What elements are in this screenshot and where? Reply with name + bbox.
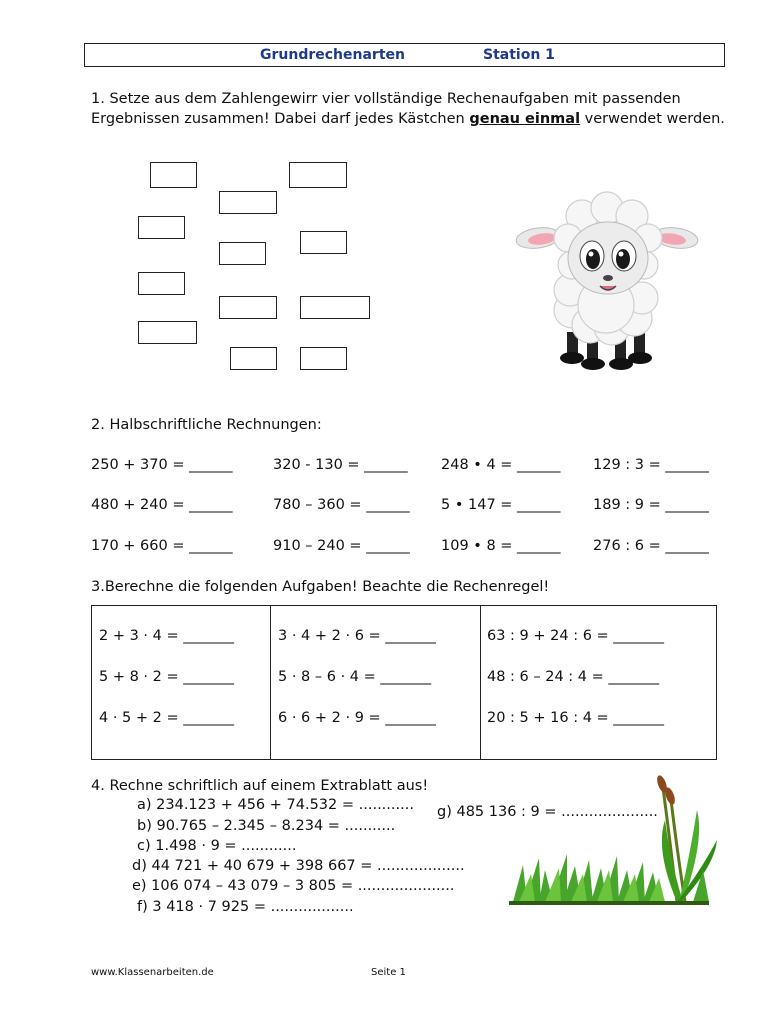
task3-problem: 6 · 6 + 2 · 9 = _______ — [278, 710, 437, 726]
sheep-illustration — [512, 190, 702, 380]
task4-item-f: f) 3 418 · 7 925 = .................. — [137, 899, 354, 915]
task2-problem: 5 • 147 = ______ — [441, 497, 561, 513]
task1-instruction-line1: 1. Setze aus dem Zahlengewirr vier vollständige Rechenaufgaben mit passenden — [91, 91, 681, 107]
task3-problem: 5 · 8 – 6 · 4 = _______ — [278, 669, 432, 685]
empty-box[interactable] — [300, 296, 370, 319]
header-station: Station 1 — [483, 47, 555, 63]
task4-item-g: g) 485 136 : 9 = ..................... — [437, 804, 658, 820]
task3-problem: 48 : 6 – 24 : 4 = _______ — [487, 669, 660, 685]
task3-problem: 3 · 4 + 2 · 6 = _______ — [278, 628, 437, 644]
task2-problem: 780 – 360 = ______ — [273, 497, 410, 513]
task4-item-a: a) 234.123 + 456 + 74.532 = ............ — [137, 797, 414, 813]
task3-problem: 2 + 3 · 4 = _______ — [99, 628, 234, 644]
empty-box[interactable] — [300, 347, 347, 370]
empty-box[interactable] — [219, 242, 266, 265]
task4-item-b: b) 90.765 – 2.345 – 8.234 = ........... — [137, 818, 396, 834]
header-title: Grundrechenarten — [260, 47, 405, 63]
empty-box[interactable] — [138, 272, 185, 295]
task4-heading: 4. Rechne schriftlich auf einem Extrablatt aus! — [91, 778, 429, 794]
task3-problem: 20 : 5 + 16 : 4 = _______ — [487, 710, 665, 726]
empty-box[interactable] — [219, 191, 277, 214]
empty-box[interactable] — [300, 231, 347, 254]
grass-illustration — [505, 770, 720, 910]
task3-heading: 3.Berechne die folgenden Aufgaben! Beachte die Rechenregel! — [91, 579, 550, 595]
empty-box[interactable] — [230, 347, 277, 370]
empty-box[interactable] — [138, 216, 185, 239]
task3-problem: 63 : 9 + 24 : 6 = _______ — [487, 628, 665, 644]
task3-problem: 4 · 5 + 2 = _______ — [99, 710, 234, 726]
empty-box[interactable] — [150, 162, 197, 188]
empty-box[interactable] — [219, 296, 277, 319]
task4-item-e: e) 106 074 – 43 079 – 3 805 = ..................... — [132, 878, 455, 894]
task2-problem: 248 • 4 = ______ — [441, 457, 561, 473]
footer-page-number: Seite 1 — [371, 967, 406, 978]
empty-box[interactable] — [138, 321, 197, 344]
task1-instruction-line2: Ergebnissen zusammen! Dabei darf jedes Kästchen genau einmal verwendet werden. — [91, 111, 725, 127]
task3-table — [91, 605, 717, 760]
task2-problem: 320 - 130 = ______ — [273, 457, 408, 473]
emphasis-genau-einmal: genau einmal — [469, 111, 581, 127]
task2-problem: 480 + 240 = ______ — [91, 497, 233, 513]
task2-problem: 129 : 3 = ______ — [593, 457, 709, 473]
task4-item-d: d) 44 721 + 40 679 + 398 667 = ................... — [132, 858, 465, 874]
task2-problem: 189 : 9 = ______ — [593, 497, 709, 513]
task4-item-c: c) 1.498 · 9 = ............ — [137, 838, 297, 854]
task2-problem: 276 : 6 = ______ — [593, 538, 709, 554]
table-divider — [480, 606, 481, 759]
task3-problem: 5 + 8 · 2 = _______ — [99, 669, 234, 685]
task2-problem: 170 + 660 = ______ — [91, 538, 233, 554]
task2-problem: 109 • 8 = ______ — [441, 538, 561, 554]
footer-website: www.Klassenarbeiten.de — [91, 967, 214, 978]
header-box — [84, 43, 725, 67]
table-divider — [270, 606, 271, 759]
empty-box[interactable] — [289, 162, 347, 188]
task2-heading: 2. Halbschriftliche Rechnungen: — [91, 417, 322, 433]
task2-problem: 910 – 240 = ______ — [273, 538, 410, 554]
task2-problem: 250 + 370 = ______ — [91, 457, 233, 473]
